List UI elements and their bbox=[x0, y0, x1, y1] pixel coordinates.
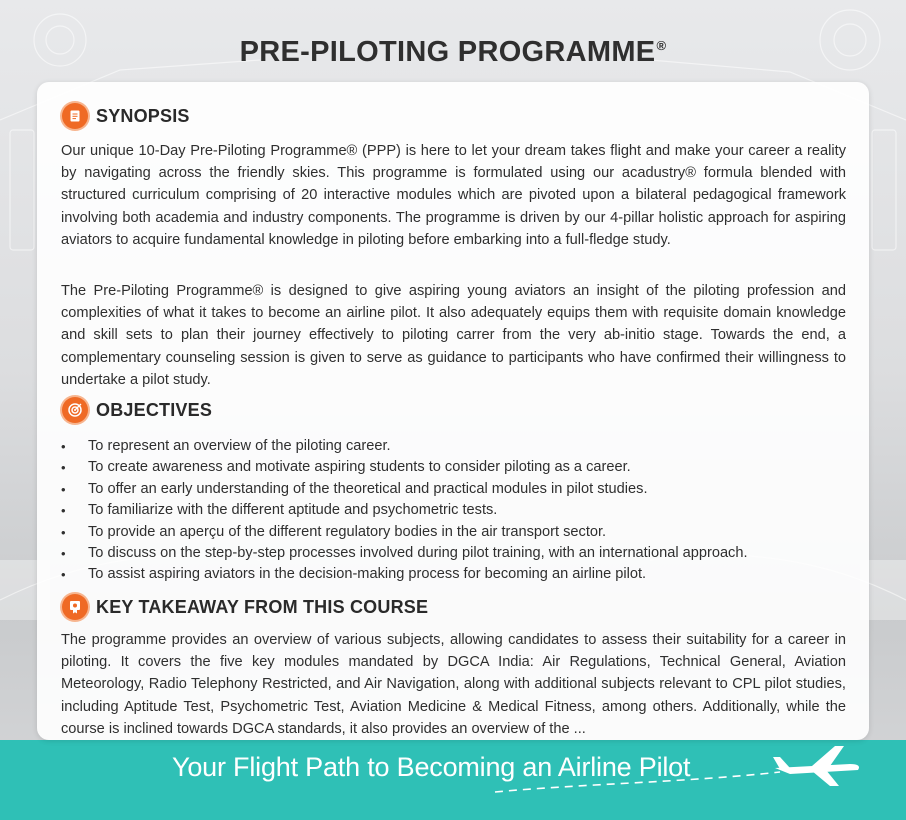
bullet-mark: • bbox=[61, 439, 66, 454]
bullet-mark: • bbox=[61, 524, 66, 540]
list-item bbox=[61, 543, 846, 564]
bullet-mark: • bbox=[61, 567, 66, 583]
list-item bbox=[61, 564, 846, 585]
synopsis-paragraph: The Pre-Piloting Programme® is designed to give aspiring young aviators an insight of the piloting profession and complexities of what it takes to become an airline pilot. It also adequately equips them with requisite domain knowledge and skill sets to plan their journey effectively to piloting carrer from the very ab-initio stage. Towards the end, a complementary counseling session is given to serve as guidance to participants who have confirmed their willingness to undertake a pilot study. bbox=[61, 283, 846, 388]
bullet-mark: • bbox=[61, 460, 66, 476]
synopsis-header bbox=[62, 102, 190, 130]
objective-text: To discuss on the step-by-step processes involved during pilot training, with an international approach. bbox=[88, 545, 748, 562]
bullet-mark: • bbox=[61, 481, 66, 497]
target-icon bbox=[62, 397, 88, 423]
list-item bbox=[61, 479, 846, 500]
synopsis-heading: SYNOPSIS bbox=[96, 105, 190, 126]
objective-text: To create awareness and motivate aspiring students to consider piloting as a career. bbox=[88, 459, 631, 476]
list-item bbox=[61, 500, 846, 521]
takeaway-paragraph: The programme provides an overview of various subjects, allowing candidates to assess their suitability for a career in piloting. It covers the five key modules mandated by DGCA India: Air Regulations, Technical General, Aviation Meteorology, Radio Telephony Restricted, and Air Navigation, along with additional subjects relevant to CPL pilot studies, including Aptitude Test, Psychometric Test, Aviation Medicine & Medical Fitness, among others. Additionally, while the course is inclined towards DGCA standards, it also provides an overview of the ... bbox=[61, 632, 846, 737]
takeaway-heading: KEY TAKEAWAY FROM THIS COURSE bbox=[96, 596, 429, 617]
bullet-mark: • bbox=[61, 546, 66, 562]
objective-text: To represent an overview of the piloting career. bbox=[88, 438, 391, 454]
synopsis-paragraph: Our unique 10-Day Pre-Piloting Programme® (PPP) is here to let your dream takes flight and make your career a reality by navigating across the friendly skies. This programme is formulated using our acadustry® formula blended with structured curriculum comprising of 20 interactive modules which are pivoted upon a bilateral pedagogical framework involving both academia and industry components. The programme is driven by our 4-pillar holistic approach for aspiring aviators to acquire fundamental knowledge in piloting before embarking into a full-fledge study. bbox=[61, 143, 846, 248]
page-title-text: PRE-PILOTING PROGRAMME bbox=[239, 36, 656, 68]
airplane-icon bbox=[490, 742, 890, 812]
certificate-icon bbox=[62, 594, 88, 620]
objective-text: To assist aspiring aviators in the decision-making process for becoming an airline pilot. bbox=[88, 566, 647, 583]
bullet-mark: • bbox=[61, 503, 66, 519]
list-item bbox=[61, 457, 846, 478]
takeaway-header bbox=[62, 593, 428, 621]
objective-text: To familiarize with the different aptitude and psychometric tests. bbox=[88, 502, 498, 519]
document-icon bbox=[62, 103, 88, 129]
list-item bbox=[61, 522, 846, 543]
objectives-list bbox=[61, 436, 846, 586]
objectives-header bbox=[62, 396, 212, 424]
objective-text: To provide an aperçu of the different regulatory bodies in the air transport sector. bbox=[88, 523, 607, 540]
registered-mark: ® bbox=[656, 38, 667, 54]
footer-tagline: Your Flight Path to Becoming an Airline Pilot bbox=[172, 752, 691, 782]
objective-text: To offer an early understanding of the theoretical and practical modules in pilot studies. bbox=[88, 480, 648, 497]
list-item bbox=[61, 436, 846, 457]
objectives-heading: OBJECTIVES bbox=[96, 399, 213, 420]
page-title bbox=[0, 36, 906, 69]
